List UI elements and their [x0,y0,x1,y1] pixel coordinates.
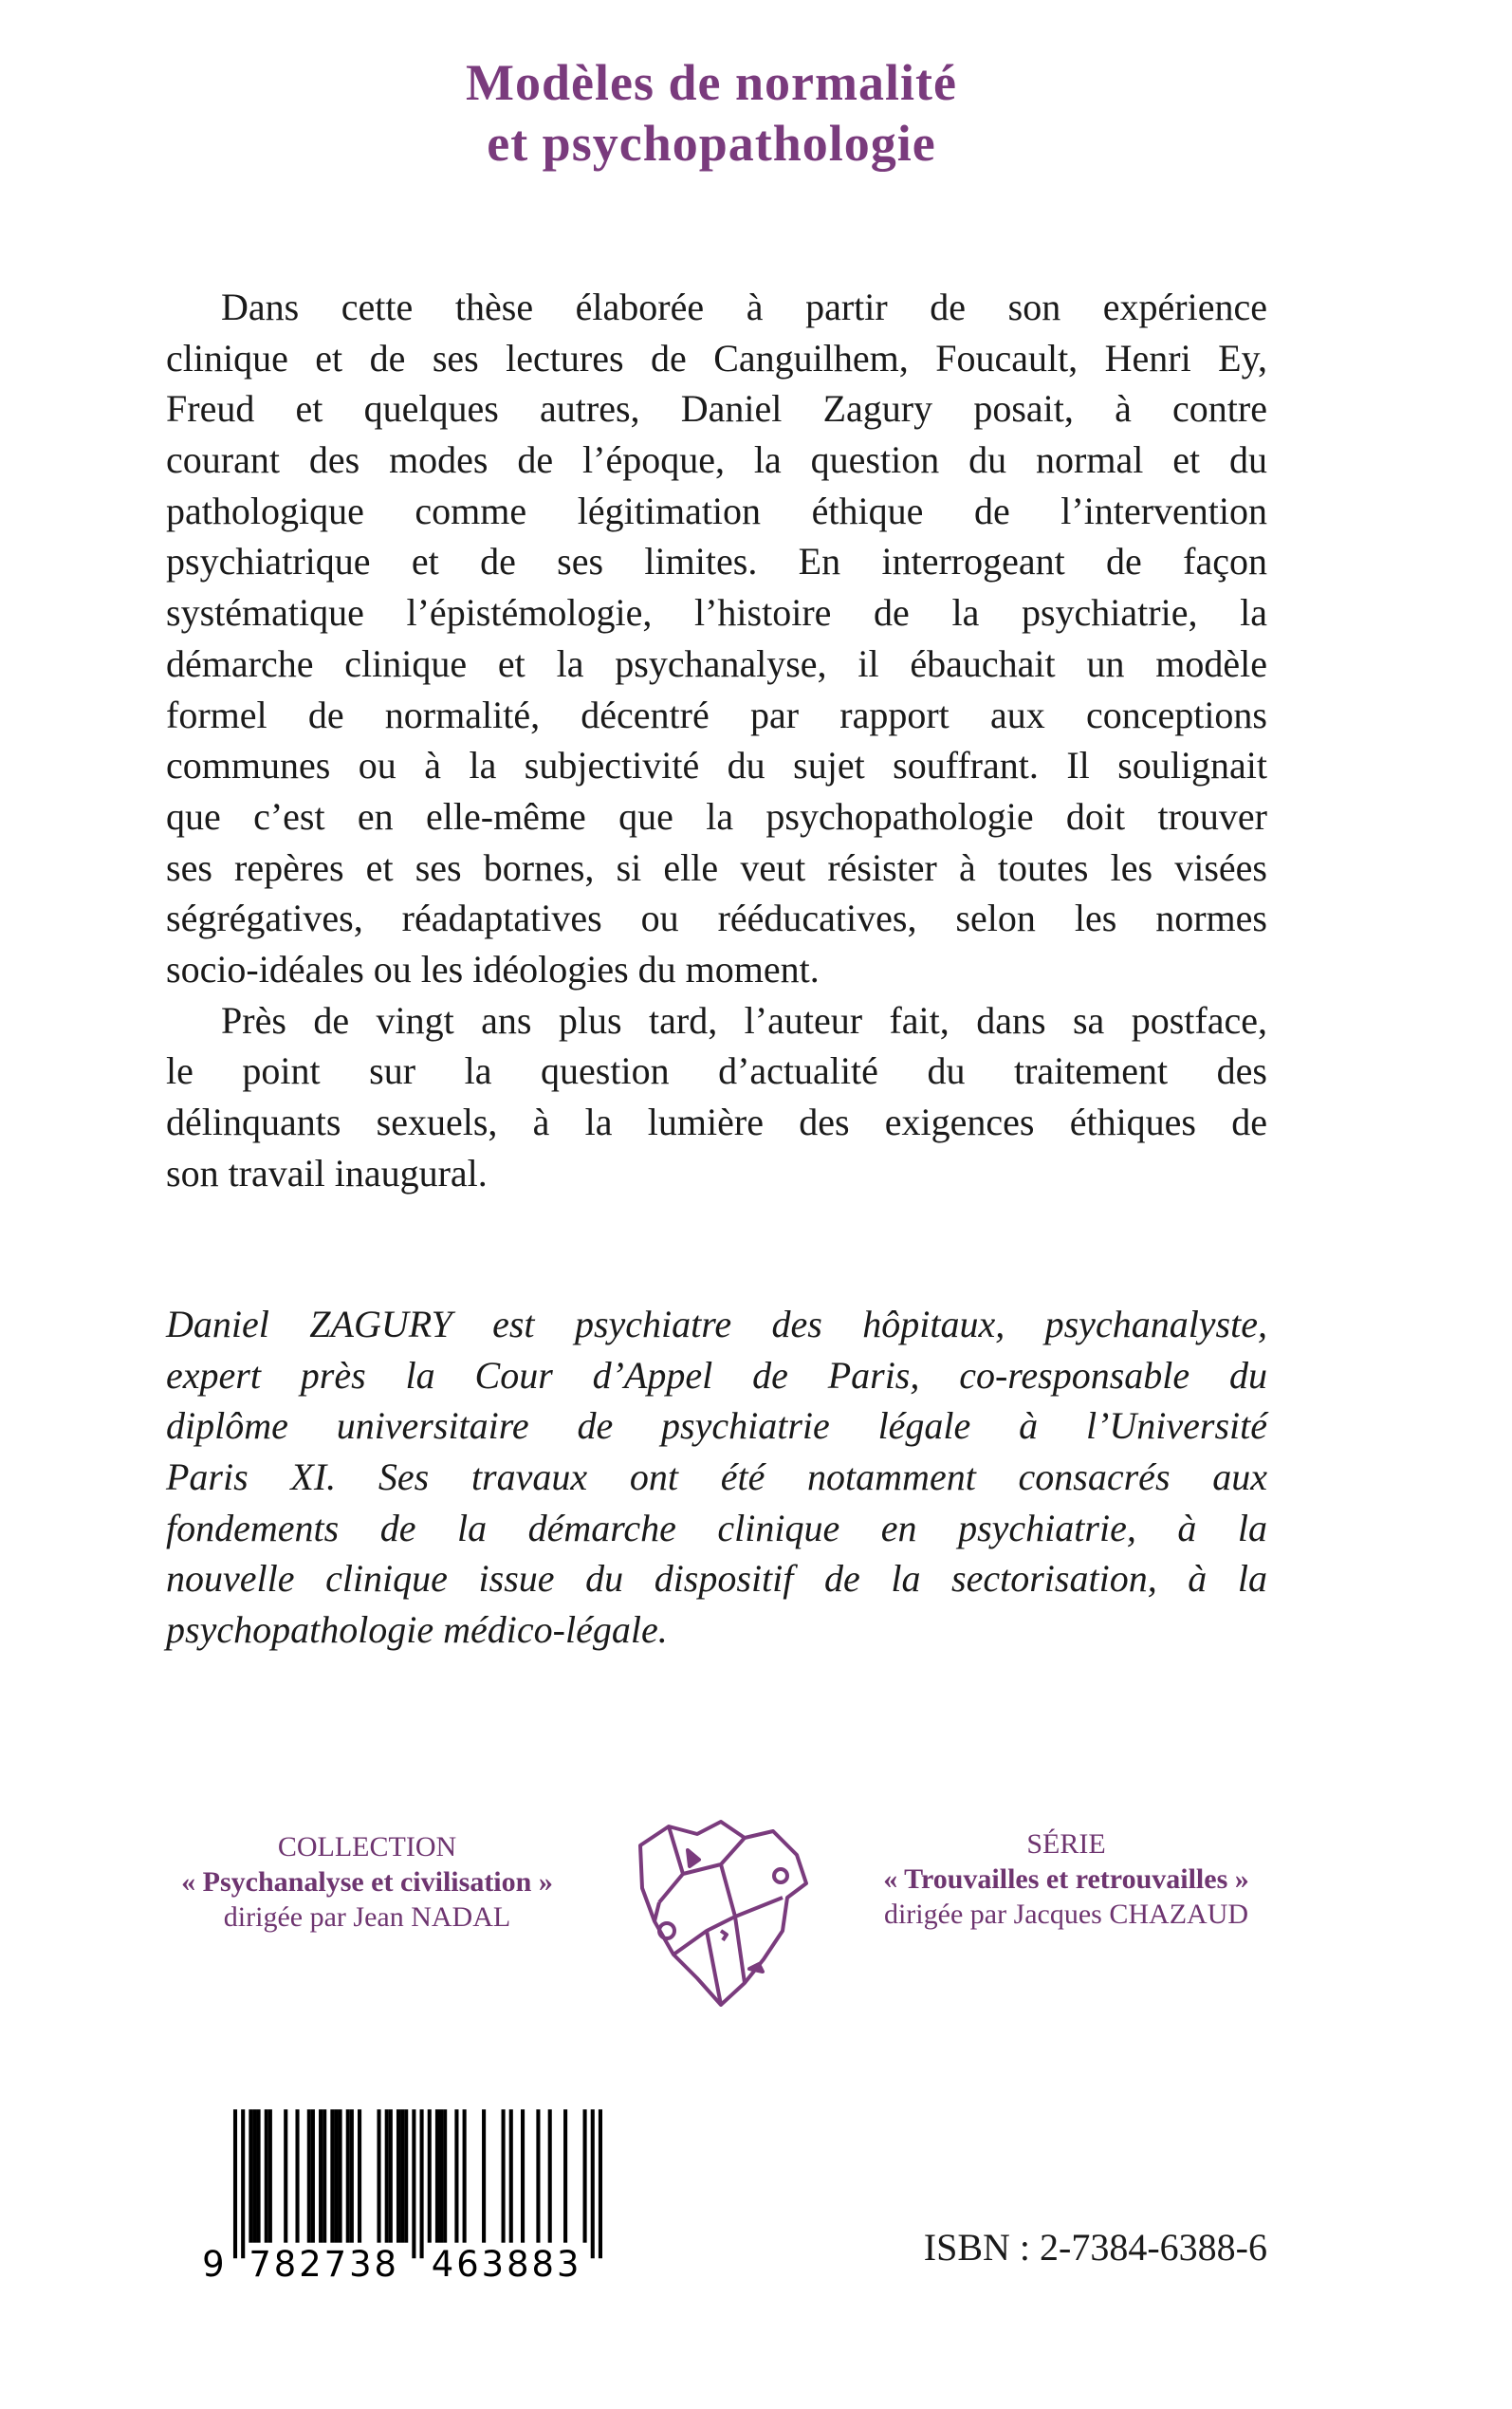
barcode-bar [323,2109,326,2242]
barcode-bar [377,2109,380,2242]
text-line: systématique l’épistémologie, l’histoire de la psychiatrie, la [166,591,1267,635]
barcode-bar [319,2109,323,2242]
barcode-bar [521,2109,525,2242]
barcode-bar [428,2109,432,2242]
barcode-bar [268,2109,272,2242]
text-line: Freud et quelques autres, Daniel Zagury posait, à contre [166,387,1267,431]
barcode-bar [463,2109,467,2242]
barcode-bar [563,2109,567,2242]
text-line: délinquants sexuels, à la lumière des exigences éthiques de [166,1101,1267,1143]
text-line: pathologique comme légitimation éthique de l’intervention [166,489,1267,532]
text-line: diplôme universitaire de psychiatrie légale à l’Université [166,1404,1267,1448]
barcode-bar [396,2109,400,2242]
text-line: nouvelle clinique issue du dispositif de la sectorisation, à la [166,1557,1267,1601]
series-label: SÉRIE [1026,1828,1106,1860]
barcode-bar [404,2109,408,2242]
barcode-bar [583,2109,587,2242]
barcode-bar [435,2109,439,2242]
barcode-bar [412,2109,415,2258]
publisher-logo-icon [631,1817,811,2007]
barcode-bar [536,2109,540,2242]
text-line: ses repères et ses bornes, si elle veut résister à toutes les visées [166,845,1267,889]
text-line: démarche clinique et la psychanalyse, il ébauchait un modèle [166,641,1267,685]
barcode-bar [358,2109,361,2242]
barcode-bar [385,2109,389,2242]
series-info [820,1826,1313,1932]
text-line: Près de vingt ans plus tard, l’auteur fait, dans sa postface, [221,998,1267,1042]
text-line: communes ou à la subjectivité du sujet souffrant. Il soulignait [166,744,1267,788]
barcode-bar [330,2109,334,2242]
barcode-bar [307,2109,311,2242]
barcode-bar [548,2109,552,2242]
text-line: Dans cette thèse élaborée à partir de son expérience [221,286,1267,328]
collection-director: dirigée par Jean NADAL [223,1901,511,1933]
barcode-digits: 9 [202,2243,225,2282]
text-line: socio-idéales ou les idéologies du moment. [166,947,820,991]
text-line: Paris XI. Ses travaux ont été notamment consacrés aux [166,1455,1267,1499]
barcode-bar [346,2109,350,2242]
barcode-bar [233,2109,237,2258]
barcode-bar [400,2109,404,2242]
collection-name: « Psychanalyse et civilisation » [181,1866,553,1898]
book-title [0,52,1423,174]
text-line: expert près la Cour d’Appel de Paris, co-responsable du [166,1353,1267,1397]
barcode-bar [443,2109,447,2242]
text-line: Daniel ZAGURY est psychiatre des hôpitaux, psychanalyste, [166,1303,1267,1345]
collection-info [120,1829,614,1935]
text-line: psychiatrique et de ses limites. En interrogeant de façon [166,540,1267,584]
text-line: ségrégatives, réadaptatives ou rééducatives, selon les normes [166,897,1267,940]
barcode-bar [350,2109,354,2242]
barcode-bar [482,2109,486,2242]
barcode-bar [454,2109,458,2242]
barcode-digits: 782738 [249,2243,396,2282]
summary-text [166,282,1267,1198]
barcode-bar [509,2109,513,2242]
barcode-bar [420,2109,424,2258]
series-name: « Trouvailles et retrouvailles » [883,1863,1249,1895]
text-line: clinique et de ses lectures de Canguilhem, Foucault, Henri Ey, [166,336,1267,380]
text-line: son travail inaugural. [166,1151,488,1195]
text-line: courant des modes de l’époque, la question du normal et du [166,438,1267,482]
collection-label: COLLECTION [277,1831,457,1862]
barcode-bar [311,2109,315,2242]
series-director: dirigée par Jacques CHAZAUD [883,1899,1249,1930]
barcode-digits: 463883 [431,2243,580,2282]
barcode-bar [284,2109,287,2242]
text-line: formel de normalité, décentré par rapport aux conceptions [166,693,1267,736]
barcode-bar [295,2109,299,2242]
text-line: le point sur la question d’actualité du traitement des [166,1049,1267,1093]
barcode-bar [389,2109,393,2242]
barcode-bar [249,2109,252,2242]
text-line: psychopathologie médico-légale. [166,1608,668,1652]
barcode-bar [339,2109,342,2242]
barcode-bar [591,2109,595,2258]
barcode-bar [241,2109,245,2258]
isbn: ISBN : 2-7384-6388-6 [923,2226,1267,2269]
barcode-bar [599,2109,602,2258]
barcode [194,2102,602,2282]
title-line-2: et psychopathologie [487,115,936,172]
author-bio [166,1299,1267,1656]
barcode-bar [265,2109,268,2242]
barcode-bar [334,2109,338,2242]
barcode-bar [502,2109,506,2242]
barcode-bar [252,2109,256,2242]
barcode-bar [257,2109,261,2242]
text-line: fondements de la démarche clinique en psychiatrie, à la [166,1506,1267,1549]
text-line: que c’est en elle-même que la psychopathologie doit trouver [166,794,1267,838]
barcode-bar [439,2109,443,2242]
title-line-1: Modèles de normalité [466,54,957,111]
